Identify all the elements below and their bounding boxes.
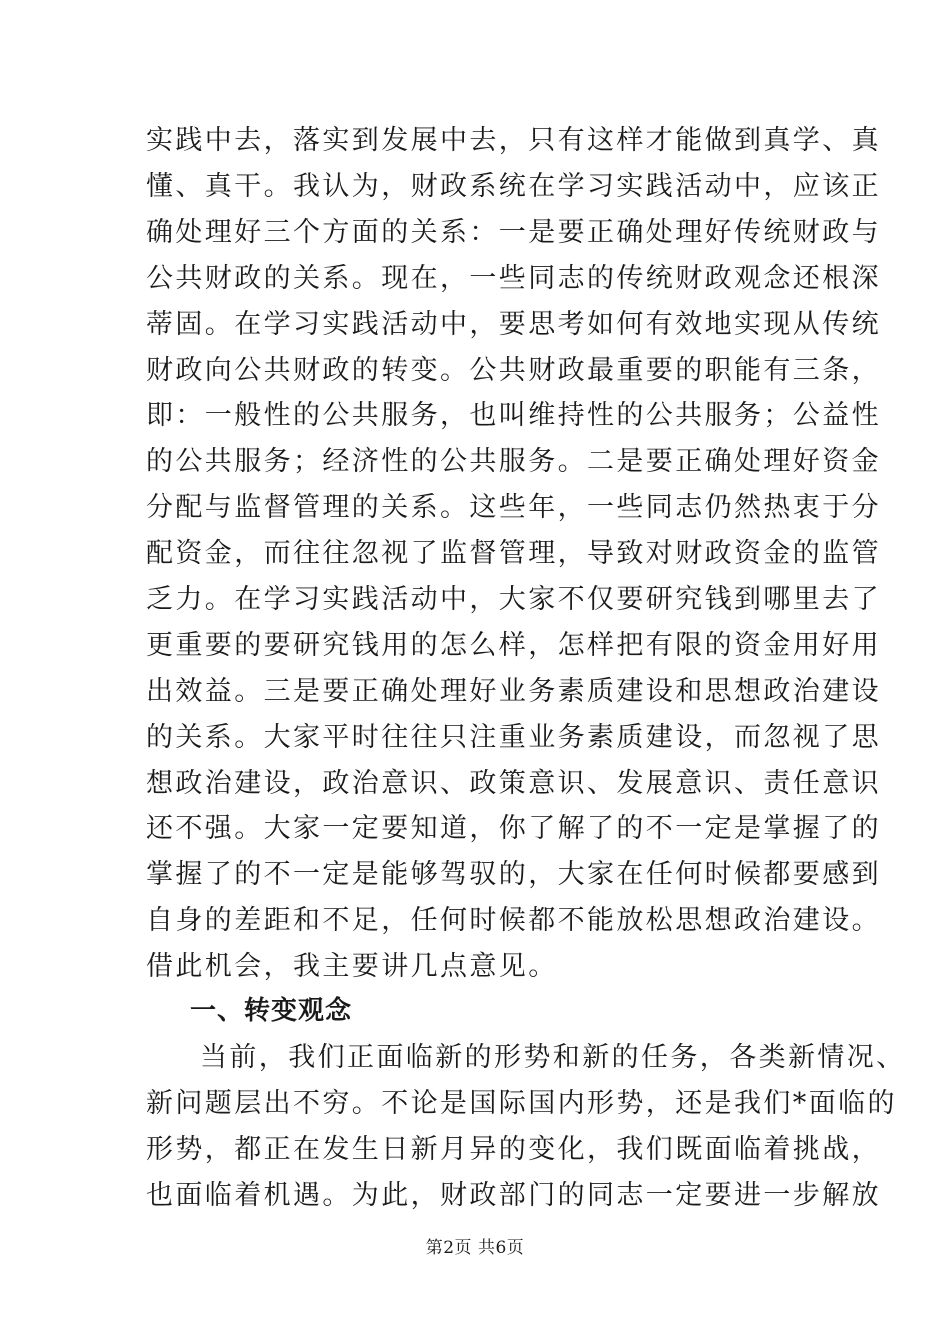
body-line: 也面临着机遇。为此，财政部门的同志一定要进一步解放 <box>146 1180 881 1211</box>
body-line: 自身的差距和不足，任何时候都不能放松思想政治建设。 <box>146 905 881 936</box>
body-line: 新问题层出不穷。不论是国际国内形势，还是我们*面临的 <box>146 1088 897 1119</box>
body-line: 出效益。三是要正确处理好业务素质建设和思想政治建设 <box>146 676 881 707</box>
body-line: 公共财政的关系。现在，一些同志的传统财政观念还根深 <box>146 263 881 294</box>
body-line: 懂、真干。我认为，财政系统在学习实践活动中，应该正 <box>146 171 881 202</box>
body-line: 更重要的要研究钱用的怎么样，怎样把有限的资金用好用 <box>146 630 881 661</box>
body-line: 确处理好三个方面的关系：一是要正确处理好传统财政与 <box>146 217 881 248</box>
body-line: 的关系。大家平时往往只注重业务素质建设，而忽视了思 <box>146 722 881 753</box>
body-line: 财政向公共财政的转变。公共财政最重要的职能有三条， <box>146 355 881 386</box>
body-line: 掌握了的不一定是能够驾驭的，大家在任何时候都要感到 <box>146 859 881 890</box>
body-line: 分配与监督管理的关系。这些年，一些同志仍然热衷于分 <box>146 492 881 523</box>
body-line: 形势，都正在发生日新月异的变化，我们既面临着挑战， <box>146 1134 881 1165</box>
page-number-footer: 第2页 共6页 <box>425 1238 525 1258</box>
body-line: 配资金，而往往忽视了监督管理，导致对财政资金的监管 <box>146 538 881 569</box>
body-line: 实践中去，落实到发展中去，只有这样才能做到真学、真 <box>146 125 881 156</box>
body-line: 当前，我们正面临新的形势和新的任务，各类新情况、 <box>200 1042 906 1073</box>
body-line: 即：一般性的公共服务，也叫维持性的公共服务；公益性 <box>146 400 881 431</box>
body-line: 想政治建设，政治意识、政策意识、发展意识、责任意识 <box>146 768 881 799</box>
body-line: 的公共服务；经济性的公共服务。二是要正确处理好资金 <box>146 446 881 477</box>
body-line: 蒂固。在学习实践活动中，要思考如何有效地实现从传统 <box>146 309 881 340</box>
body-line: 还不强。大家一定要知道，你了解了的不一定是掌握了的 <box>146 813 881 844</box>
section-heading: 一、转变观念 <box>190 996 353 1026</box>
body-line: 乏力。在学习实践活动中，大家不仅要研究钱到哪里去了 <box>146 584 881 615</box>
body-line: 借此机会，我主要讲几点意见。 <box>146 951 558 982</box>
